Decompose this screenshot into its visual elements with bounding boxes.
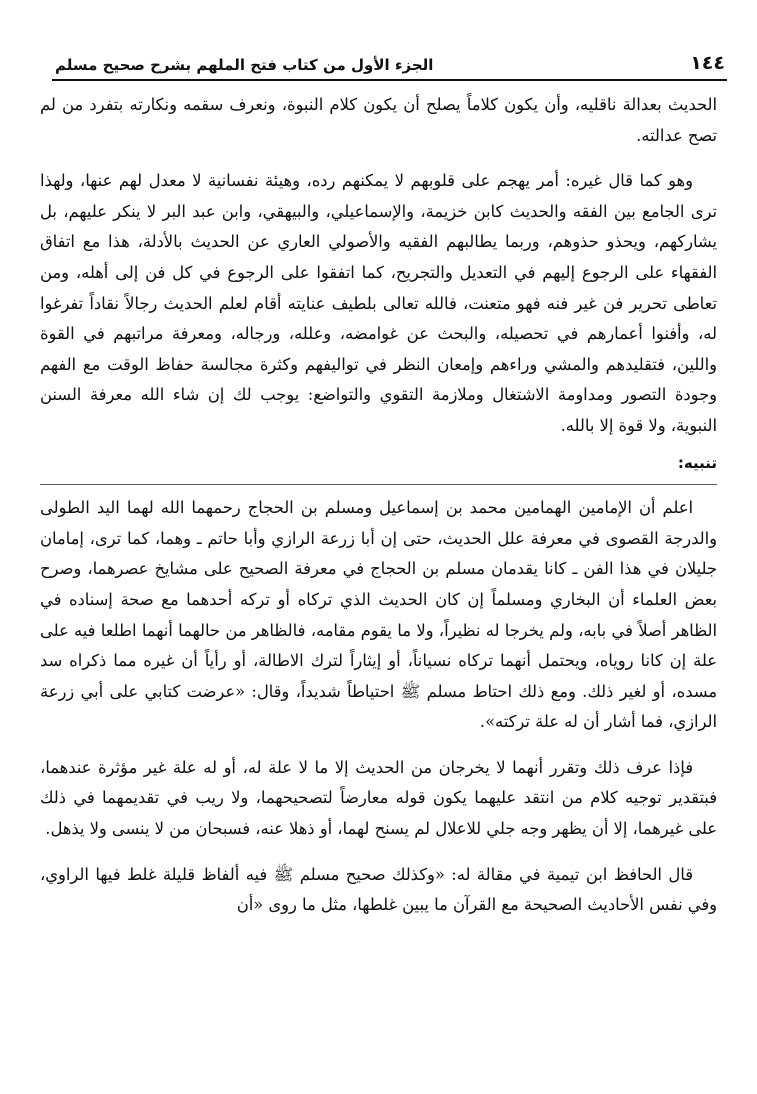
paragraph: الحديث بعدالة ناقليه، وأن يكون كلاماً يصلح أن يكون كلام النبوة، ونعرف سقمه ونكارته بتفرد من لم تصح عدالته. <box>40 95 717 145</box>
header-divider <box>52 79 727 81</box>
page-number: ١٤٤ <box>690 52 725 74</box>
paragraph: وهو كما قال غيره: أمر يهجم على قلوبهم لا يمكنهم رده، وهيئة نفسانية لا معدل لهم عنها، ولهذا ترى الجامع بين الفقه والحديث كابن خزيمة، والإسماعيلي، والبيهقي، وابن عبد البر لا ينكر عليهم، بل يشاركهم، ويحذو حذوهم، وربما يطالبهم الفقيه والأصولي العاري عن الحديث بالأدلة، هذا مع اتفاق الفقهاء على الرجوع إليهم في التعديل والتجريح، كما اتفقوا على الرجوع في كل فن إلى أهله، ومن تعاطى تحرير فن غير فنه فهو متعنت، فالله تعالى بلطيف عنايته أقام لعلم الحديث رجالاً نقاداً تفرغوا له، وأفنوا أعمارهم في تحصيله، والبحث عن غوامضه، وعلله، ورجاله، ومعرفة مراتبهم في القوة واللين، فتقليدهم والمشي وراءهم وإمعان النظر في تواليفهم وكثرة مجالسة حفاظ الوقت مع الفهم وجودة التصور ومداومة الاشتغال وملازمة التقوي والتواضع: يوجب لك إن شاء الله معرفة السنن النبوية، ولا قوة إلا بالله. <box>40 171 717 435</box>
section-divider <box>40 484 717 485</box>
paragraph: فإذا عرف ذلك وتقرر أنهما لا يخرجان من الحديث إلا ما لا علة له، أو له علة غير مؤثرة عندهما، فبتقدير توجيه كلام من انتقد عليهما يكون قوله معارضاً لتصحيحهما، ولا ريب في تقديمهما في ذلك على غيرهما، إلا أن يظهر وجه جلي للاعلال لم يسنح لهما، أو ذهلا عنه، فسبحان من لا ينسى ولا يذهل. <box>40 757 717 839</box>
section-heading: تنبيه: <box>677 453 717 472</box>
paragraph: اعلم أن الإمامين الهمامين محمد بن إسماعيل ومسلم بن الحجاج رحمهما الله لهما اليد الطولى والدرجة القصوى في معرفة علل الحديث، حتى إن أبا زرعة الرازي وأبا حاتم ـ وهما، كما ترى، إمامان جليلان في هذا الفن ـ كانا يقدمان مسلم بن الحجاج في معرفة الصحيح على مشايخ عصرهما، وصرح بعض العلماء أن البخاري ومسلماً إن كان الحديث الذي تركاه أو تركه أحدهما مع صحة إسناده في الظاهر أصلاً في بابه، ولم يخرجا له نظيراً، ولا ما يقوم مقامه، فالظاهر من حالهما أنهما اطلعا فيه على علة إن كانا روياه، ويحتمل أنهما تركاه نسياناً، أو إيثاراً لترك الاطالة، أو رأياً أن غيره مما ذكراه سد مسده، أو لغير ذلك. ومع ذلك احتاط مسلم ﷺ احتياطاً شديداً، وقال: «عرضت كتابي على أبي زرعة الرازي، فما أشار أن له علة تركته». <box>40 498 717 732</box>
page-body <box>40 90 717 1086</box>
page-header <box>55 46 725 74</box>
paragraph: قال الحافظ ابن تيمية في مقالة له: «وكذلك صحيح مسلم ﷺ فيه ألفاظ قليلة غلط فيها الراوي، وفي نفس الأحاديث الصحيحة مع القرآن ما يبين غلطها، مثل ما روى «أن <box>40 864 717 915</box>
running-title: الجزء الأول من كتاب فتح الملهم بشرح صحيح مسلم <box>55 56 434 74</box>
